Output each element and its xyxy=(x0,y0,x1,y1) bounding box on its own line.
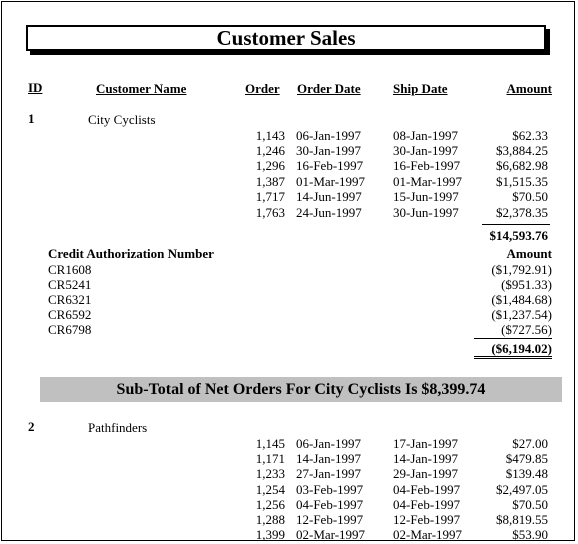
credit-amount: ($951.33) xyxy=(501,277,552,292)
order-amount: $8,819.55 xyxy=(496,512,548,527)
order-date: 01-Mar-1997 xyxy=(296,174,366,189)
col-header-amount: Amount xyxy=(506,81,552,96)
order-number: 1,763 xyxy=(255,205,285,220)
col-header-order: Order xyxy=(245,81,280,96)
credit-amount: ($1,237.54) xyxy=(491,307,552,322)
order-number: 1,717 xyxy=(255,189,285,204)
ship-date: 16-Feb-1997 xyxy=(393,158,461,173)
credit-number: CR6592 xyxy=(48,307,92,322)
order-amount: $70.50 xyxy=(512,189,548,204)
order-amount: $2,378.35 xyxy=(496,205,548,220)
credits-double-rule-2 xyxy=(474,358,552,359)
order-amount: $3,884.25 xyxy=(496,143,548,158)
order-amount: $6,682.98 xyxy=(496,158,548,173)
ship-date: 30-Jun-1997 xyxy=(393,205,459,220)
order-date: 30-Jan-1997 xyxy=(296,143,361,158)
credits-total: ($6,194.02) xyxy=(491,341,552,356)
ship-date: 12-Feb-1997 xyxy=(393,512,461,527)
ship-date: 29-Jan-1997 xyxy=(393,466,458,481)
credit-number: CR6321 xyxy=(48,292,92,307)
credit-amount-header: Amount xyxy=(506,246,552,261)
order-number: 1,143 xyxy=(255,128,285,143)
ship-date: 04-Feb-1997 xyxy=(393,482,461,497)
order-number: 1,246 xyxy=(255,143,285,158)
order-amount: $53.90 xyxy=(512,527,548,542)
customer-id: 2 xyxy=(28,419,35,434)
credits-double-rule-1 xyxy=(474,356,552,357)
order-date: 06-Jan-1997 xyxy=(296,128,361,143)
order-amount: $2,497.05 xyxy=(496,482,548,497)
col-header-customer-name: Customer Name xyxy=(96,81,187,96)
order-date: 12-Feb-1997 xyxy=(296,512,364,527)
ship-date: 17-Jan-1997 xyxy=(393,436,458,451)
ship-date: 15-Jun-1997 xyxy=(393,189,459,204)
subtotal-bar xyxy=(40,377,562,402)
credits-total-rule xyxy=(474,338,552,339)
order-date: 24-Jun-1997 xyxy=(296,205,362,220)
order-number: 1,288 xyxy=(255,512,285,527)
order-number: 1,387 xyxy=(255,174,285,189)
credit-number: CR6798 xyxy=(48,322,92,337)
order-date: 04-Feb-1997 xyxy=(296,497,364,512)
order-date: 14-Jun-1997 xyxy=(296,189,362,204)
ship-date: 02-Mar-1997 xyxy=(393,527,463,542)
customer-name: Pathfinders xyxy=(88,420,148,435)
order-date: 02-Mar-1997 xyxy=(296,527,366,542)
col-header-order-date: Order Date xyxy=(297,81,361,96)
order-amount: $70.50 xyxy=(512,497,548,512)
order-number: 1,145 xyxy=(255,436,285,451)
subtotal-text: Sub-Total of Net Orders For City Cyclists Is $8,399.74 xyxy=(116,381,486,398)
report-title: Customer Sales xyxy=(216,26,356,50)
ship-date: 14-Jan-1997 xyxy=(393,451,458,466)
order-amount: $479.85 xyxy=(505,451,548,466)
order-date: 14-Jan-1997 xyxy=(296,451,361,466)
order-date: 16-Feb-1997 xyxy=(296,158,364,173)
credit-auth-header: Credit Authorization Number xyxy=(48,246,214,261)
credit-amount: ($727.56) xyxy=(501,322,552,337)
customer-name: City Cyclists xyxy=(88,112,156,127)
order-number: 1,256 xyxy=(255,497,285,512)
order-number: 1,233 xyxy=(255,466,285,481)
order-date: 27-Jan-1997 xyxy=(296,466,361,481)
orders-total: $14,593.76 xyxy=(489,228,548,243)
order-amount: $139.48 xyxy=(505,466,548,481)
col-header-ship-date: Ship Date xyxy=(393,81,448,96)
order-amount: $62.33 xyxy=(512,128,548,143)
report-title-box xyxy=(26,25,546,51)
ship-date: 01-Mar-1997 xyxy=(393,174,463,189)
orders-total-rule xyxy=(482,224,550,225)
ship-date: 30-Jan-1997 xyxy=(393,143,458,158)
order-number: 1,254 xyxy=(255,482,285,497)
ship-date: 04-Feb-1997 xyxy=(393,497,461,512)
order-amount: $27.00 xyxy=(512,436,548,451)
order-number: 1,399 xyxy=(255,527,285,542)
credit-amount: ($1,792.91) xyxy=(491,262,552,277)
credit-number: CR5241 xyxy=(48,277,92,292)
order-amount: $1,515.35 xyxy=(496,174,548,189)
credit-number: CR1608 xyxy=(48,262,92,277)
credit-amount: ($1,484.68) xyxy=(491,292,552,307)
customer-id: 1 xyxy=(28,111,35,126)
order-date: 06-Jan-1997 xyxy=(296,436,361,451)
col-header-id: ID xyxy=(28,80,43,95)
order-number: 1,296 xyxy=(255,158,285,173)
order-number: 1,171 xyxy=(255,451,285,466)
ship-date: 08-Jan-1997 xyxy=(393,128,458,143)
order-date: 03-Feb-1997 xyxy=(296,482,364,497)
